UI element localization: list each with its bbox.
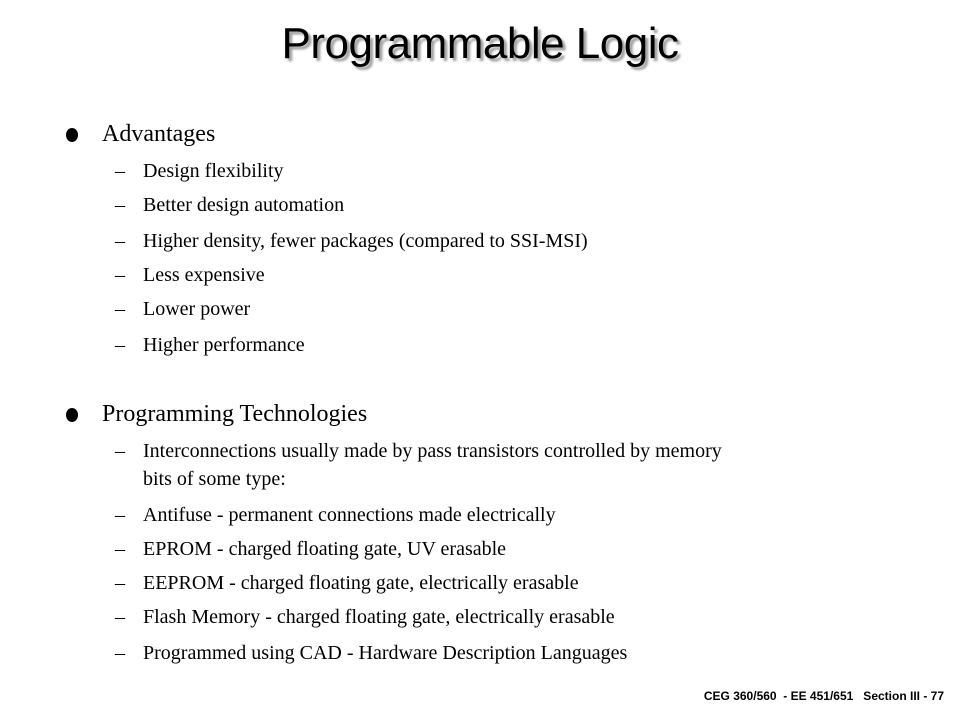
dash-icon: – [115, 642, 125, 664]
dash-icon: – [115, 606, 125, 628]
dash-icon: – [115, 298, 125, 320]
slide-footer: CEG 360/560 - EE 451/651 Section III - 77 [703, 689, 944, 703]
list-item-text: Less expensive [143, 264, 265, 286]
dash-icon: – [115, 194, 125, 216]
dash-icon: – [115, 230, 125, 252]
list-item-text-continued: bits of some type: [143, 468, 286, 490]
list-item-text: Programmed using CAD - Hardware Description Languages [143, 642, 628, 664]
list-item-text: Flash Memory - charged floating gate, electrically erasable [143, 606, 615, 628]
list-item-text: Antifuse - permanent connections made electrically [143, 504, 556, 526]
list-item-text: Lower power [143, 298, 251, 320]
dash-icon: – [115, 538, 125, 560]
list-item-text: EEPROM - charged floating gate, electrically erasable [143, 572, 579, 594]
list-item-text: Better design automation [143, 194, 345, 216]
list-item-text: Higher performance [143, 334, 305, 356]
list-item-text: EPROM - charged floating gate, UV erasable [143, 538, 507, 560]
dash-icon: – [115, 264, 125, 286]
dash-icon: – [115, 572, 125, 594]
bullet-icon [66, 128, 78, 142]
list-item-text: Design flexibility [143, 160, 284, 182]
slide-title: Programmable Logic [281, 19, 679, 68]
dash-icon: – [115, 160, 125, 182]
section-heading: Advantages [102, 121, 216, 147]
dash-icon: – [115, 334, 125, 356]
dash-icon: – [115, 504, 125, 526]
section-heading: Programming Technologies [102, 401, 368, 427]
list-item-text: Interconnections usually made by pass transistors controlled by memory [143, 440, 722, 462]
dash-icon: – [115, 440, 125, 462]
list-item-text: Higher density, fewer packages (compared to SSI-MSI) [143, 230, 588, 252]
bullet-icon [66, 408, 78, 422]
